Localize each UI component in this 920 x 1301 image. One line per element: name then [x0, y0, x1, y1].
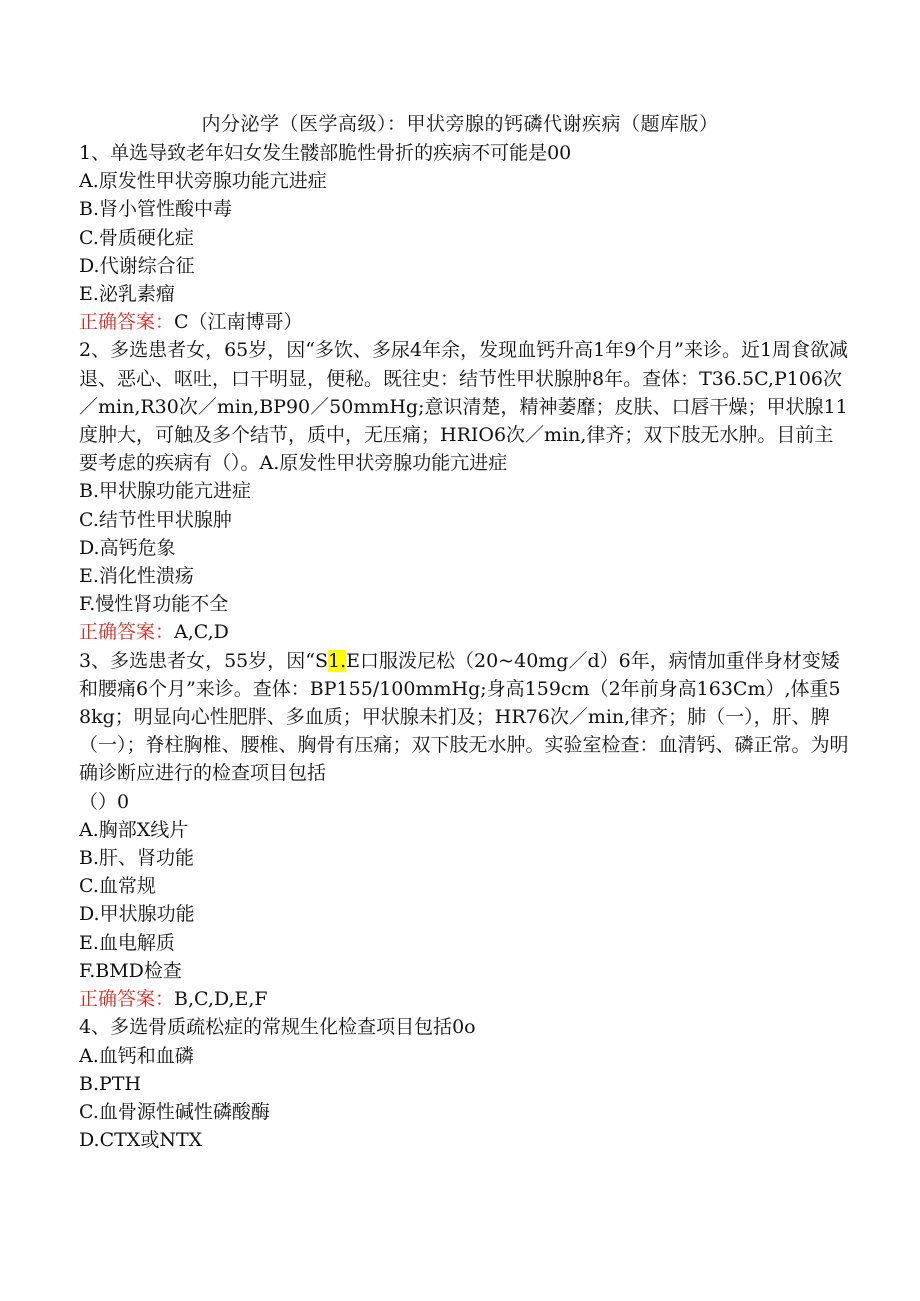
answer-label: 正确答案： [79, 621, 175, 644]
question-list [79, 139, 849, 1154]
question-1-answer [79, 308, 849, 336]
question-3-option-b: B.肝、肾功能 [79, 847, 195, 870]
answer-value: A,C,D [174, 621, 229, 644]
highlighted-text: 1. [328, 649, 347, 672]
question-1-option-d: D.代谢综合征 [79, 254, 195, 277]
question-1-option-b: B.肾小管性酸中毒 [79, 198, 233, 221]
question-3-option-a: A.胸部X线片 [79, 818, 189, 841]
question-2-stem: 2、多选患者女，65岁，因“多饮、多尿4年余，发现血钙升高1年9个月”来诊。近1周食欲减退、恶心、呕吐，口干明显，便秘。既往史：结节性甲状腺肿8年。查体：T36.5C,P106次／min,R30次／min,BP90／50mmHg;意识清楚，精神萎靡；皮肤、口唇干燥；甲状腺11度肿大，可触及多个结节，质中，无压痛；HRIO6次／min,律齐；双下肢无水肿。目前主要考虑的疾病有（）。A.原发性甲状旁腺功能亢进症 [79, 339, 849, 475]
answer-label: 正确答案： [79, 311, 175, 334]
question-3-stem-pre: 3、多选患者女，55岁，因“S [79, 649, 328, 672]
answer-label: 正确答案： [79, 988, 175, 1011]
question-3-option-f: F.BMD检查 [79, 959, 182, 982]
question-4-option-a: A.血钙和血磷 [79, 1044, 194, 1067]
question-3-option-e: E.血电解质 [79, 931, 175, 954]
question-3-answer [79, 985, 849, 1013]
question-3-stem-tail: （）0 [79, 790, 130, 813]
document-title: 内分泌学（医学高级）：甲状旁腺的钙磷代谢疾病（题库版） [201, 113, 719, 135]
question-3-stem [79, 647, 849, 788]
question-2-option-f: F.慢性肾功能不全 [79, 593, 229, 616]
question-4-stem: 4、多选骨质疏松症的常规生化检查项目包括0o [79, 1016, 476, 1039]
question-1-option-a: A.原发性甲状旁腺功能亢进症 [79, 170, 327, 193]
question-3-option-d: D.甲状腺功能 [79, 903, 195, 926]
question-3-option-c: C.血常规 [79, 875, 156, 898]
answer-value: C（江南博哥） [174, 311, 303, 334]
question-1-option-e: E.泌乳素瘤 [79, 283, 175, 306]
question-2-option-c: C.结节性甲状腺肿 [79, 508, 232, 531]
answer-value: B,C,D,E,F [174, 988, 268, 1011]
question-1-option-c: C.骨质硬化症 [79, 226, 194, 249]
question-2-option-d: D.高钙危象 [79, 536, 176, 559]
question-1-stem: 1、单选导致老年妇女发生髅部脆性骨折的疾病不可能是00 [79, 142, 572, 164]
question-4-option-c: C.血骨源性碱性磷酸酶 [79, 1100, 270, 1123]
question-2-option-b: B.甲状腺功能亢进症 [79, 480, 252, 503]
question-4-option-b: B.PTH [79, 1072, 142, 1095]
question-4-option-d: D.CTX或NTX [79, 1129, 203, 1152]
question-3-stem-post: E口服泼尼松（20~40mg／d）6年，病情加重伴身材变矮和腰痛6个月”来诊。查体：BP155/100mmHg;身高159cm（2年前身高163Cm）,体重58kg；明显向心性肥胖、多血质；甲状腺未扪及；HR76次／min,律齐；肺（一），肝、脾（一）；脊柱胸椎、腰椎、胸骨有压痛；双下肢无水肿。实验室检查：血清钙、磷正常。为明确诊断应进行的检查项目包括 [79, 649, 849, 785]
question-2-option-e: E.消化性溃疡 [79, 565, 194, 588]
question-2-answer [79, 618, 849, 646]
